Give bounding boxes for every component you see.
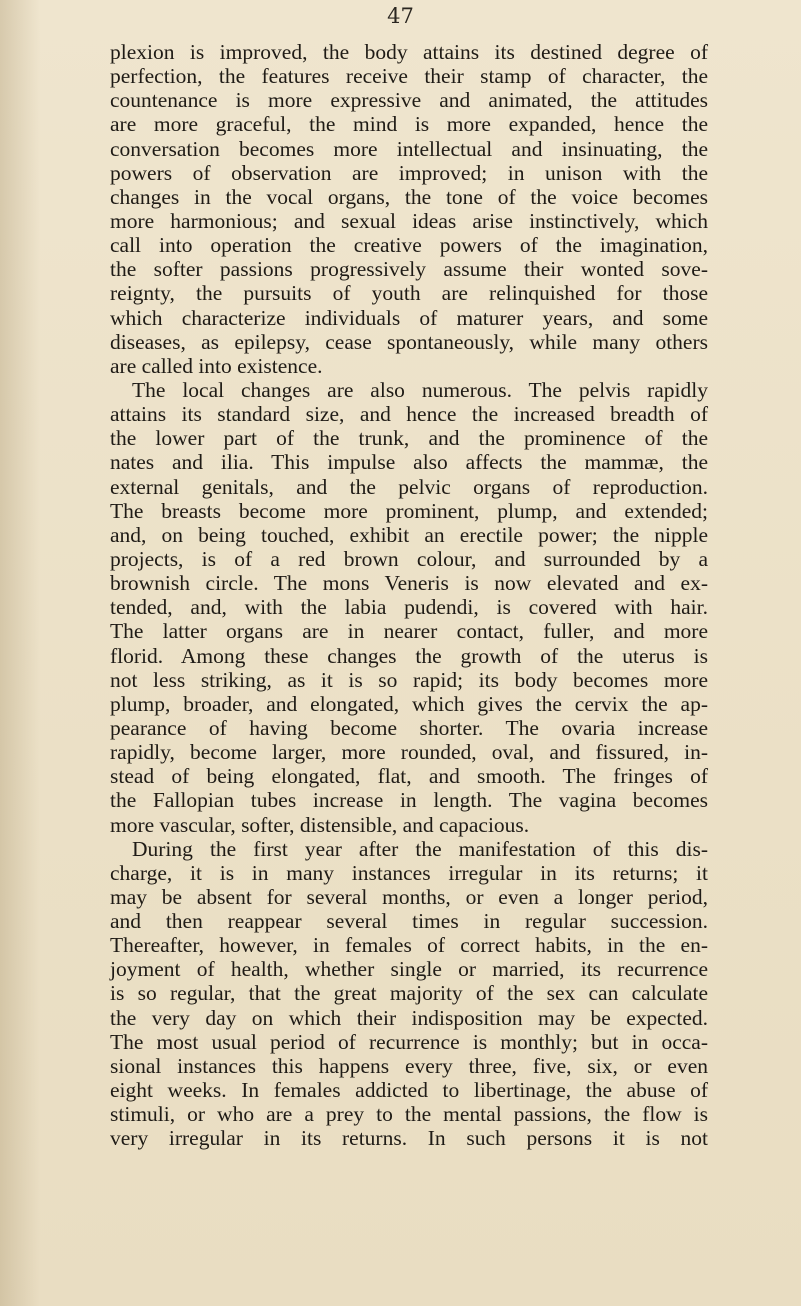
text-line: florid. Among these changes the growth of the uterus is (110, 643, 708, 668)
page-number: 47 (387, 4, 414, 28)
text-line: plexion is improved, the body attains its destined degree of (110, 40, 708, 64)
text-line: which characterize individuals of maturer years, and some (110, 305, 708, 330)
text-line: the softer passions progressively assume their wonted sove- (110, 257, 708, 282)
text-line: and, on being touched, exhibit an erectile power; the nipple (110, 522, 708, 547)
text-line: may be absent for several months, or even a longer period, (110, 884, 708, 909)
text-line: The breasts become more prominent, plump, and extended; (110, 498, 708, 523)
text-line: projects, is of a red brown colour, and surrounded by a (110, 546, 708, 571)
text-line: very irregular in its returns. In such persons it is not (110, 1126, 708, 1151)
text-line: attains its standard size, and hence the increased breadth of (110, 402, 708, 427)
text-line: countenance is more expressive and animated, the attitudes (110, 88, 708, 113)
text-line: brownish circle. The mons Veneris is now elevated and ex- (110, 571, 708, 596)
text-line: pearance of having become shorter. The ovaria increase (110, 715, 708, 740)
text-line: tended, and, with the labia pudendi, is covered with hair. (110, 595, 708, 620)
text-line: The latter organs are in nearer contact, fuller, and more (110, 619, 708, 644)
text-line: perfection, the features receive their stamp of character, the (110, 64, 708, 89)
text-line: diseases, as epilepsy, cease spontaneously, while many others (110, 329, 708, 354)
text-line: rapidly, become larger, more rounded, oval, and fissured, in- (110, 740, 708, 765)
text-line: conversation becomes more intellectual and insinuating, the (110, 136, 708, 161)
text-line: external genitals, and the pelvic organs of reproduction. (110, 474, 708, 499)
text-line: the very day on which their indisposition may be expected. (110, 1005, 708, 1030)
text-line: stimuli, or who are a prey to the mental passions, the flow is (110, 1102, 708, 1127)
text-line: powers of observation are improved; in unison with the (110, 160, 708, 185)
text-line: nates and ilia. This impulse also affects the mammæ, the (110, 450, 708, 475)
text-line: joyment of health, whether single or married, its recurrence (110, 957, 708, 982)
text-line: stead of being elongated, flat, and smooth. The fringes of (110, 764, 708, 789)
text-line: During the first year after the manifestation of this dis- (132, 836, 708, 861)
text-line: are more graceful, the mind is more expanded, hence the (110, 112, 708, 137)
text-line: not less striking, as it is so rapid; its body becomes more (110, 667, 708, 692)
text-line: changes in the vocal organs, the tone of the voice becomes (110, 184, 708, 209)
text-line: are called into existence. (110, 353, 323, 378)
text-line: The local changes are also numerous. The pelvis rapidly (132, 377, 708, 402)
text-line: more harmonious; and sexual ideas arise instinctively, which (110, 208, 708, 233)
text-line: and then reappear several times in regular succession. (110, 909, 708, 934)
text-line: plump, broader, and elongated, which gives the cervix the ap- (110, 691, 708, 716)
text-line: reignty, the pursuits of youth are relinquished for those (110, 281, 708, 306)
text-line: Thereafter, however, in females of correct habits, in the en- (110, 933, 708, 958)
text-line: the lower part of the trunk, and the prominence of the (110, 426, 708, 451)
text-line: eight weeks. In females addicted to libertinage, the abuse of (110, 1078, 708, 1103)
text-line: more vascular, softer, distensible, and capacious. (110, 812, 530, 837)
text-line: the Fallopian tubes increase in length. The vagina becomes (110, 788, 708, 813)
text-line: charge, it is in many instances irregular in its returns; it (110, 860, 708, 885)
text-line: is so regular, that the great majority of the sex can calculate (110, 981, 708, 1006)
text-line: call into operation the creative powers of the imagination, (110, 233, 708, 258)
body-text (110, 40, 708, 1150)
text-line: The most usual period of recurrence is monthly; but in occa- (110, 1029, 708, 1054)
text-line: sional instances this happens every three, five, six, or even (110, 1053, 708, 1078)
